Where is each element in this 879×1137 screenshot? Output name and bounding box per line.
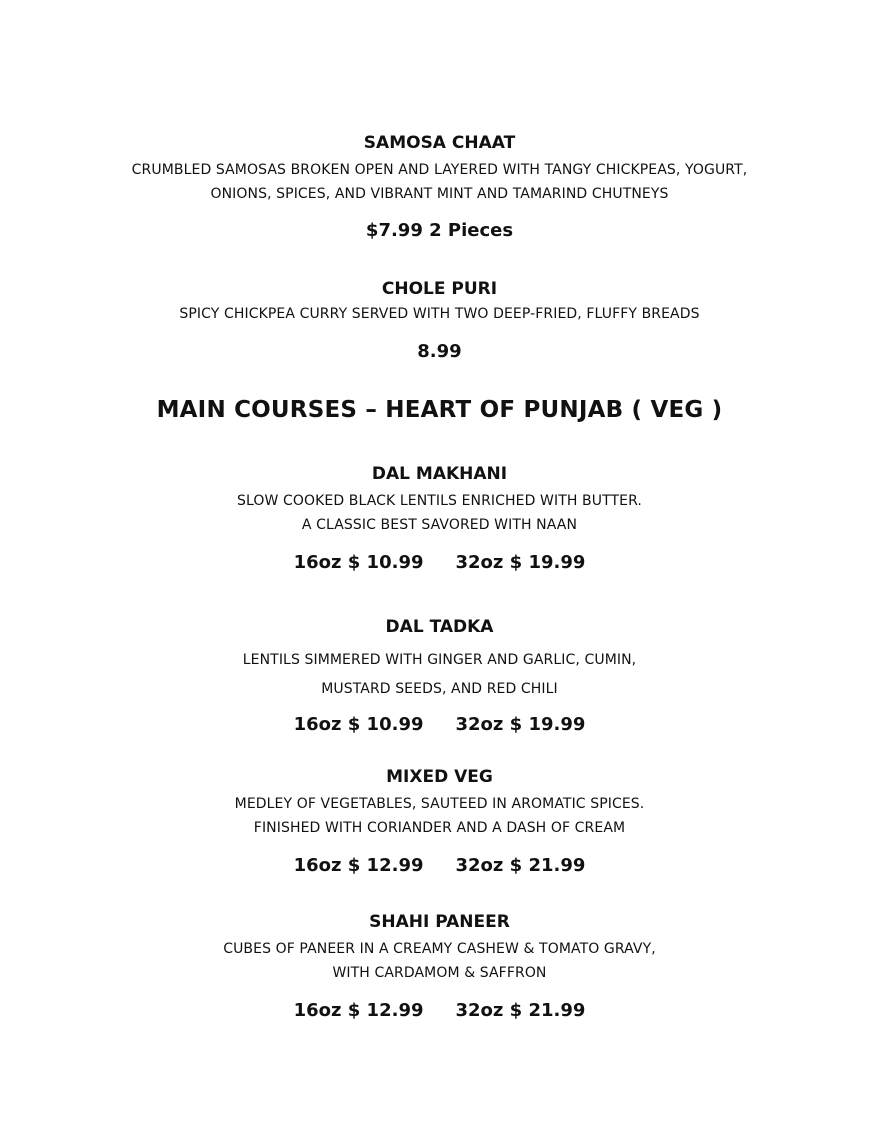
item-description-chole-puri: SPICY CHICKPEA CURRY SERVED WITH TWO DEEP-FRIED, FLUFFY BREADS xyxy=(179,306,700,322)
item-prices-dal-tadka xyxy=(0,714,879,735)
item-description-mixed-veg-line2: FINISHED WITH CORIANDER AND A DASH OF CREAM xyxy=(253,820,626,836)
price-32oz: 32oz $ 21.99 xyxy=(455,855,586,876)
item-description-dal-makhani-line2: A CLASSIC BEST SAVORED WITH NAAN xyxy=(301,517,578,533)
item-description-samosa-chaat-line2: ONIONS, SPICES, AND VIBRANT MINT AND TAMARIND CHUTNEYS xyxy=(210,186,669,202)
item-prices-shahi-paneer xyxy=(0,1000,879,1021)
item-description-dal-tadka-line1: LENTILS SIMMERED WITH GINGER AND GARLIC, CUMIN, xyxy=(242,652,637,668)
item-price-chole-puri: 8.99 xyxy=(417,341,462,362)
price-32oz: 32oz $ 21.99 xyxy=(455,1000,586,1021)
item-name-samosa-chaat: SAMOSA CHAAT xyxy=(363,133,516,153)
item-prices-dal-makhani xyxy=(0,552,879,573)
price-16oz: 16oz $ 12.99 xyxy=(293,855,424,876)
price-16oz: 16oz $ 10.99 xyxy=(293,714,424,735)
price-32oz: 32oz $ 19.99 xyxy=(455,714,586,735)
item-name-dal-makhani: DAL MAKHANI xyxy=(371,464,508,484)
item-prices-mixed-veg xyxy=(0,855,879,876)
item-name-dal-tadka: DAL TADKA xyxy=(385,617,494,637)
item-description-shahi-paneer-line1: CUBES OF PANEER IN A CREAMY CASHEW & TOMATO GRAVY, xyxy=(223,941,656,957)
item-description-samosa-chaat-line1: CRUMBLED SAMOSAS BROKEN OPEN AND LAYERED WITH TANGY CHICKPEAS, YOGURT, xyxy=(131,162,748,178)
item-name-mixed-veg: MIXED VEG xyxy=(386,767,493,787)
price-32oz: 32oz $ 19.99 xyxy=(455,552,586,573)
item-description-mixed-veg-line1: MEDLEY OF VEGETABLES, SAUTEED IN AROMATIC SPICES. xyxy=(234,796,645,812)
item-description-dal-makhani-line1: SLOW COOKED BLACK LENTILS ENRICHED WITH BUTTER. xyxy=(237,493,642,509)
price-16oz: 16oz $ 10.99 xyxy=(293,552,424,573)
item-description-shahi-paneer-line2: WITH CARDAMOM & SAFFRON xyxy=(332,965,547,981)
price-16oz: 16oz $ 12.99 xyxy=(293,1000,424,1021)
item-name-shahi-paneer: SHAHI PANEER xyxy=(369,912,510,932)
item-name-chole-puri: CHOLE PURI xyxy=(381,279,498,299)
item-price-samosa-chaat: $7.99 2 Pieces xyxy=(365,220,514,241)
item-description-dal-tadka-line2: MUSTARD SEEDS, AND RED CHILI xyxy=(321,681,558,697)
section-heading-main-courses: MAIN COURSES – HEART OF PUNJAB ( VEG ) xyxy=(156,397,723,423)
